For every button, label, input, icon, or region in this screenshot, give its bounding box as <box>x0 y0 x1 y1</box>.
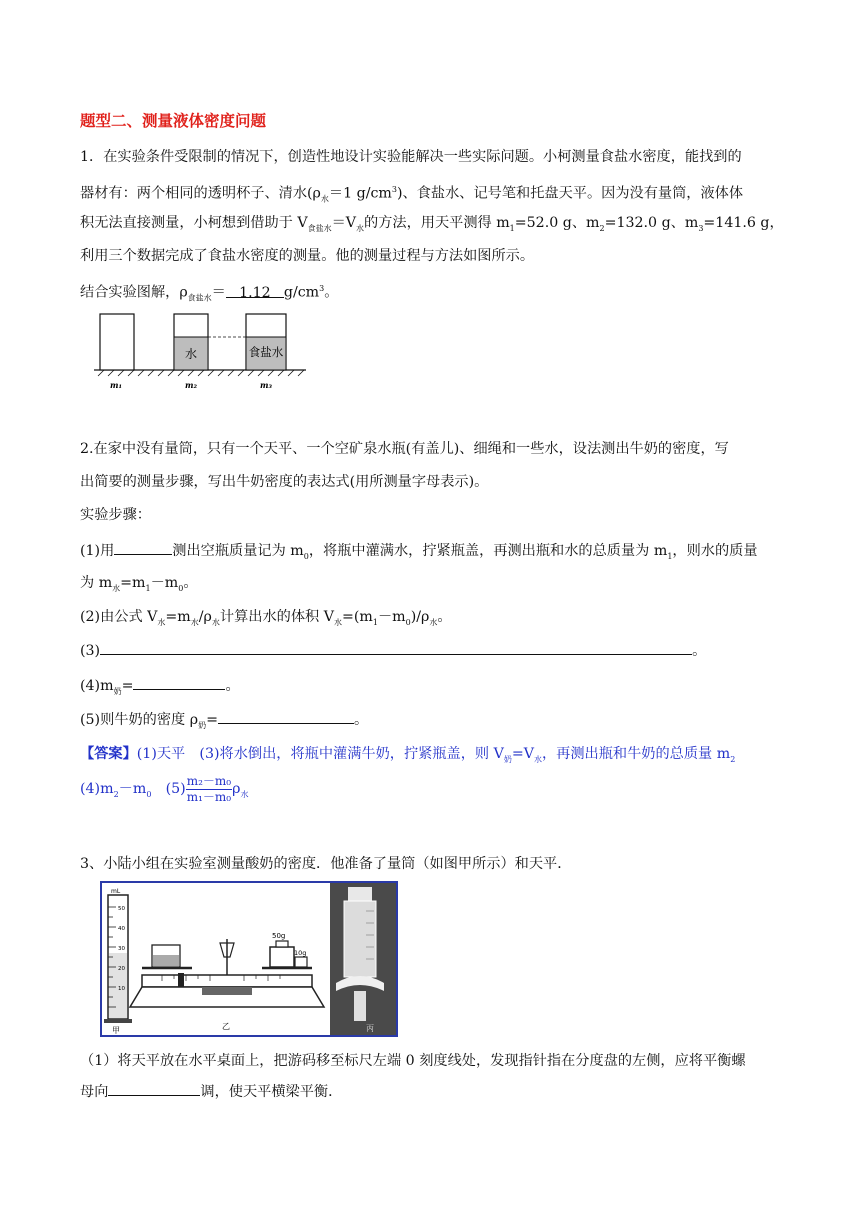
q3-blank-1 <box>108 1081 200 1096</box>
text: 水 <box>190 617 199 627</box>
text: 0 <box>178 583 184 593</box>
text: 3 <box>319 284 325 293</box>
text: ＝ <box>211 284 226 301</box>
text: 食盐水 <box>187 293 212 303</box>
beaker-liquid <box>153 955 179 966</box>
text: )/ρ <box>410 609 430 625</box>
text: 积无法直接测量，小柯想到借助于 V <box>80 215 308 231</box>
text: 0 <box>146 789 152 799</box>
tick-label: 20 <box>118 966 125 972</box>
q2-blank-5 <box>218 709 354 724</box>
text: ＝1 g/cm <box>328 185 392 202</box>
weight-10g <box>295 957 307 967</box>
syringe-plunger-top <box>348 887 372 901</box>
q2-step-1 <box>80 540 758 567</box>
text: －m <box>118 781 147 797</box>
fraction-numerator: m₂－m₀ <box>186 773 232 788</box>
text: 1 <box>509 223 515 233</box>
q2-step-4 <box>80 675 240 702</box>
text: ，再测出瓶和牛奶的总质量 m <box>541 746 731 762</box>
text: 水 <box>211 617 220 627</box>
syringe-barrel <box>344 901 376 977</box>
q2-step-3 <box>80 640 706 661</box>
cylinder-base <box>104 1019 132 1023</box>
balance-beam <box>142 975 312 987</box>
tick-label: 30 <box>118 946 125 952</box>
text: 0 <box>405 617 411 627</box>
text: 奶 <box>198 720 207 730</box>
q2-answer-line-2 <box>80 772 248 812</box>
text: 奶 <box>503 754 512 764</box>
q2-step-1b <box>80 573 198 599</box>
text: －m <box>377 609 406 625</box>
text: ，将瓶中灌满水，拧紧瓶盖，再测出瓶和水的总质量为 m <box>308 543 668 559</box>
text: 调，使天平横梁平衡． <box>200 1084 343 1100</box>
text: 2 <box>599 223 605 233</box>
label-bing: 丙 <box>366 1024 374 1033</box>
text: 水 <box>157 617 166 627</box>
text: /ρ <box>198 609 212 625</box>
text: =132.0 g、m <box>604 215 699 231</box>
q3-figure-art <box>102 883 396 1035</box>
q1-figure <box>94 310 306 392</box>
text: g/cm <box>283 284 320 301</box>
text: 测出空瓶质量记为 m <box>172 543 304 559</box>
weight-50g <box>270 947 294 967</box>
ground-hatch <box>98 370 304 376</box>
label-yi: 乙 <box>222 1022 230 1031</box>
text: 水 <box>533 754 542 764</box>
text: ＝V <box>331 215 357 231</box>
m3-label: m₃ <box>260 380 272 390</box>
text: 。 <box>353 712 369 728</box>
text: 2 <box>730 754 736 764</box>
text: =52.0 g、m <box>514 215 600 231</box>
text: 水 <box>112 583 121 593</box>
fraction-denominator: m₁－m₀ <box>186 789 232 804</box>
q2-line-1: 2.在家中没有量筒，只有一个天平、一个空矿泉水瓶(有盖儿)、细绳和一些水，设法测出牛奶的密度，写 <box>80 441 729 457</box>
q1-line-1: 1．在实验条件受限制的情况下，创造性地设计实验能解决一些实际问题。小柯测量食盐水密度，能找到的 <box>80 149 742 165</box>
q2-step-5 <box>80 709 368 736</box>
text: =m <box>165 609 191 625</box>
text: (1)用 <box>80 543 115 559</box>
q3-step-1b <box>80 1081 342 1102</box>
q1-line-2 <box>80 180 743 210</box>
text: (4)m <box>80 678 114 694</box>
text: = <box>206 712 218 728</box>
label-jia: 甲 <box>112 1026 120 1035</box>
q2-blank-4 <box>133 675 225 690</box>
text: =V <box>511 746 534 762</box>
text: 。 <box>225 678 240 694</box>
text: = <box>121 678 134 694</box>
text: 。 <box>692 643 707 659</box>
text: 水 <box>240 789 249 799</box>
text: 水 <box>429 617 438 627</box>
text: 0 <box>303 551 309 561</box>
m1-label: m₁ <box>110 380 122 390</box>
water-label: 水 <box>184 347 198 361</box>
q3-step-1a: （1）将天平放在水平桌面上，把游码移至标尺左端 0 刻度线处，发现指针指在分度盘的左侧，应将平衡螺 <box>80 1053 746 1069</box>
q2-line-3: 实验步骤： <box>80 507 151 523</box>
text: 母向 <box>80 1084 109 1100</box>
q1-line-3 <box>80 213 784 239</box>
m2-label: m₂ <box>185 380 197 390</box>
label-50g: 50g <box>272 932 286 940</box>
tick-label: 40 <box>118 926 125 932</box>
text: )、食盐水、记号笔和托盘天平。因为没有量筒，液体体 <box>396 185 744 202</box>
text: 水 <box>320 194 329 204</box>
text: 。 <box>437 609 452 625</box>
q3-line-1: 3、小陆小组在实验室测量酸奶的密度．他准备了量筒（如图甲所示）和天平． <box>80 856 572 872</box>
syringe-tip <box>354 991 366 1021</box>
text: (3) <box>80 643 101 659</box>
q2-line-2: 出简要的测量步骤，写出牛奶密度的表达式(用所测量字母表示)。 <box>80 474 489 490</box>
text: 2 <box>113 789 119 799</box>
text: 计算出水的体积 V <box>219 609 334 625</box>
q2-blank-1 <box>114 540 172 555</box>
text: 水 <box>356 223 365 233</box>
label-10g: 10g <box>294 949 307 957</box>
text: =m <box>120 575 146 591</box>
text: (4)m <box>80 781 114 797</box>
q3-figure <box>100 881 398 1037</box>
tick-label: 50 <box>118 906 125 912</box>
text: (2)由公式 V <box>80 609 158 625</box>
q2-blank-3 <box>100 640 692 655</box>
q2-step-2 <box>80 607 452 633</box>
text: －m <box>150 575 179 591</box>
text: 3 <box>698 223 704 233</box>
text: 结合实验图解，ρ <box>80 284 188 301</box>
q1-line-4: 利用三个数据完成了食盐水密度的测量。他的测量过程与方法如图所示。 <box>80 248 535 264</box>
text: ρ <box>232 781 241 797</box>
text: =(m <box>341 609 373 625</box>
section-title: 题型二、测量液体密度问题 <box>80 112 267 130</box>
q1-answer-blank: 1.12 <box>226 283 284 298</box>
tick-label: 10 <box>118 986 125 992</box>
text: 1 <box>145 583 151 593</box>
q2-answer-line-1 <box>80 744 735 770</box>
text: 奶 <box>113 686 122 696</box>
density-fraction <box>186 774 232 805</box>
saltwater-label: 食盐水 <box>248 345 284 359</box>
text: (5) <box>151 781 186 797</box>
text: 1 <box>372 617 378 627</box>
text: 。 <box>324 284 339 301</box>
text: 1 <box>667 551 673 561</box>
answer-tag: 【答案】 <box>80 746 137 762</box>
text: (5)则牛奶的密度 ρ <box>80 712 199 728</box>
text: 水 <box>333 617 342 627</box>
text: 。 <box>183 575 198 591</box>
text: 食盐水 <box>307 223 332 233</box>
ml-label: mL <box>111 888 121 895</box>
text: 为 m <box>80 575 113 591</box>
text: 3 <box>391 185 397 194</box>
text: (1)天平 (3)将水倒出，将瓶中灌满牛奶，拧紧瓶盖，则 V <box>136 746 504 762</box>
text: 的方法，用天平测得 m <box>364 215 510 231</box>
empty-cup <box>100 314 134 370</box>
text: ，则水的质量 <box>672 543 758 559</box>
q1-line-5 <box>80 279 338 309</box>
text: =141.6 g， <box>703 215 784 231</box>
base-block <box>202 987 252 995</box>
text: 器材有：两个相同的透明杯子、清水(ρ <box>80 185 321 202</box>
